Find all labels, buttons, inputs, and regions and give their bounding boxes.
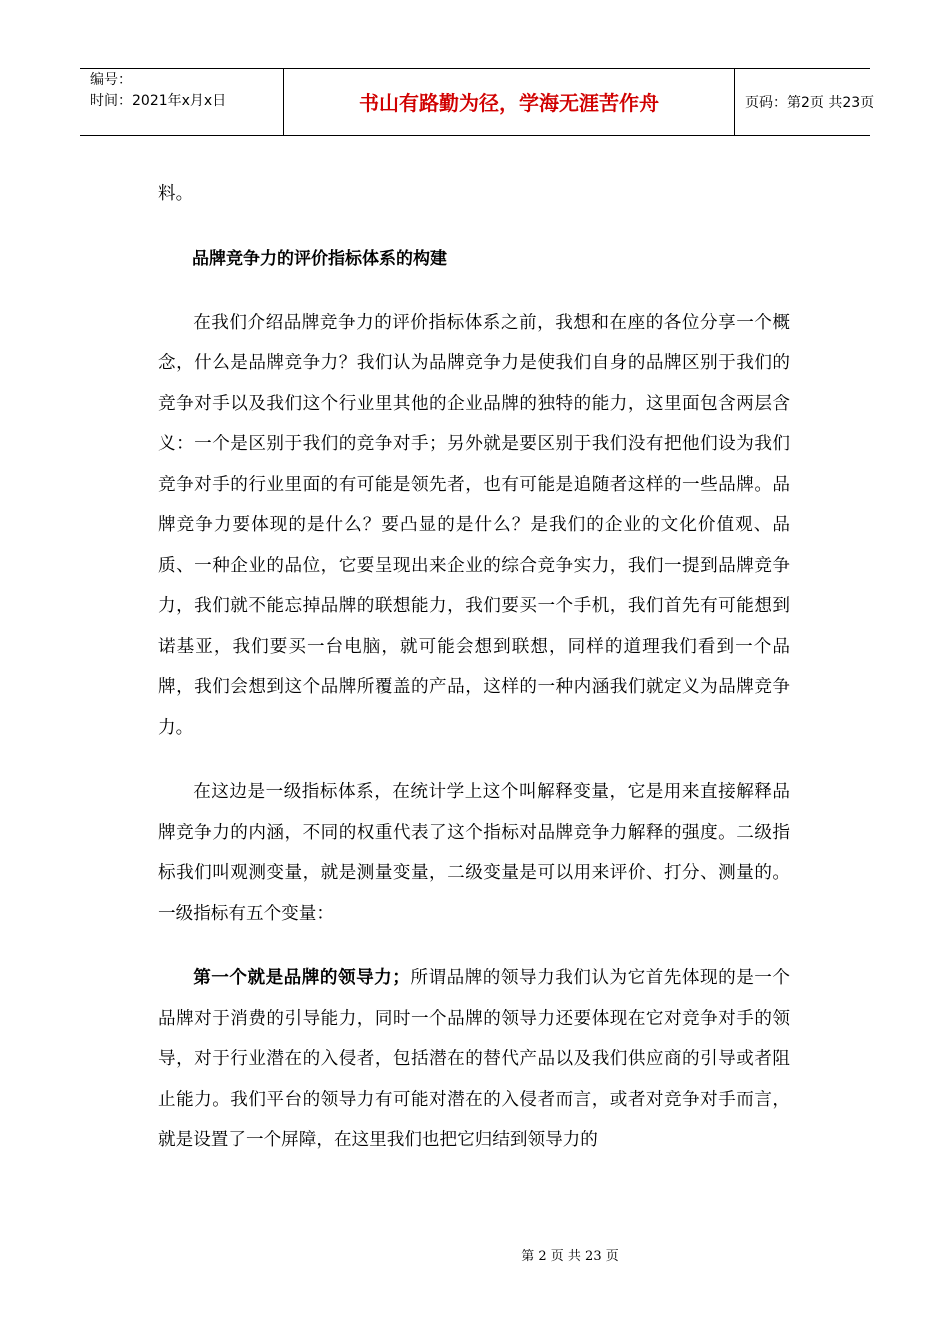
paragraph-index-system: 在这边是一级指标体系，在统计学上这个叫解释变量，它是用来直接解释品牌竞争力的内涵，不同的权重代表了这个指标对品牌竞争力解释的强度。二级指标我们叫观测变量，就是测量变量，二级变量是可以用来评价、打分、测量的。一级指标有五个变量： [158, 782, 790, 924]
paragraph-lead-rest: 所谓品牌的领导力我们认为它首先体现的是一个品牌对于消费的引导能力，同时一个品牌的领导力还要体现在它对竞争对手的领导，对于行业潜在的入侵者，包括潜在的替代产品以及我们供应商的引导或者阻止能力。我们平台的领导力有可能对潜在的入侵者而言，或者对竞争对手而言，就是设置了一个屏障，在这里我们也把它归结到领导力的 [158, 968, 790, 1150]
page-header [80, 68, 875, 136]
paragraph-gap [158, 279, 790, 303]
page-footer: 第 2 页 共 23 页 [521, 1249, 619, 1264]
paragraph-gap [158, 934, 790, 958]
header-page-number: 页码：第2页 共23页 [745, 95, 875, 111]
header-motto: 书山有路勤为径，学海无涯苦作舟 [359, 91, 659, 115]
document-number-label: 编号： [90, 72, 132, 88]
section-title: 品牌竞争力的评价指标体系的构建 [192, 248, 447, 269]
header-page-cell [735, 69, 875, 135]
document-time-label: 时间：2021年x月x日 [90, 93, 227, 109]
paragraph-lead-bold: 第一个就是品牌的领导力； [193, 968, 410, 988]
header-motto-cell [283, 69, 735, 135]
paragraph-brand-competitiveness-definition: 在我们介绍品牌竞争力的评价指标体系之前，我想和在座的各位分享一个概念，什么是品牌竞争力？我们认为品牌竞争力是使我们自身的品牌区别于我们的竞争对手以及我们这个行业里其他的企业品牌的独特的能力，这里面包含两层含义：一个是区别于我们的竞争对手；另外就是要区别于我们没有把他们设为我们竞争对手的行业里面的有可能是领先者，也有可能是追随者这样的一些品牌。品牌竞争力要体现的是什么？要凸显的是什么？是我们的企业的文化价值观、品质、一种企业的品位，它要呈现出来企业的综合竞争实力，我们一提到品牌竞争力，我们就不能忘掉品牌的联想能力，我们要买一个手机，我们首先有可能想到诺基亚，我们要买一台电脑，就可能会想到联想，同样的道理我们看到一个品牌，我们会想到这个品牌所覆盖的产品，这样的一种内涵我们就定义为品牌竞争力。 [158, 312, 790, 738]
paragraph-gap [158, 215, 790, 239]
paragraph-gap [158, 748, 790, 772]
document-body [158, 174, 790, 1161]
paragraph-brand-leadership [158, 958, 790, 1161]
continued-fragment: 料。 [158, 184, 194, 204]
header-info-cell [80, 69, 283, 135]
